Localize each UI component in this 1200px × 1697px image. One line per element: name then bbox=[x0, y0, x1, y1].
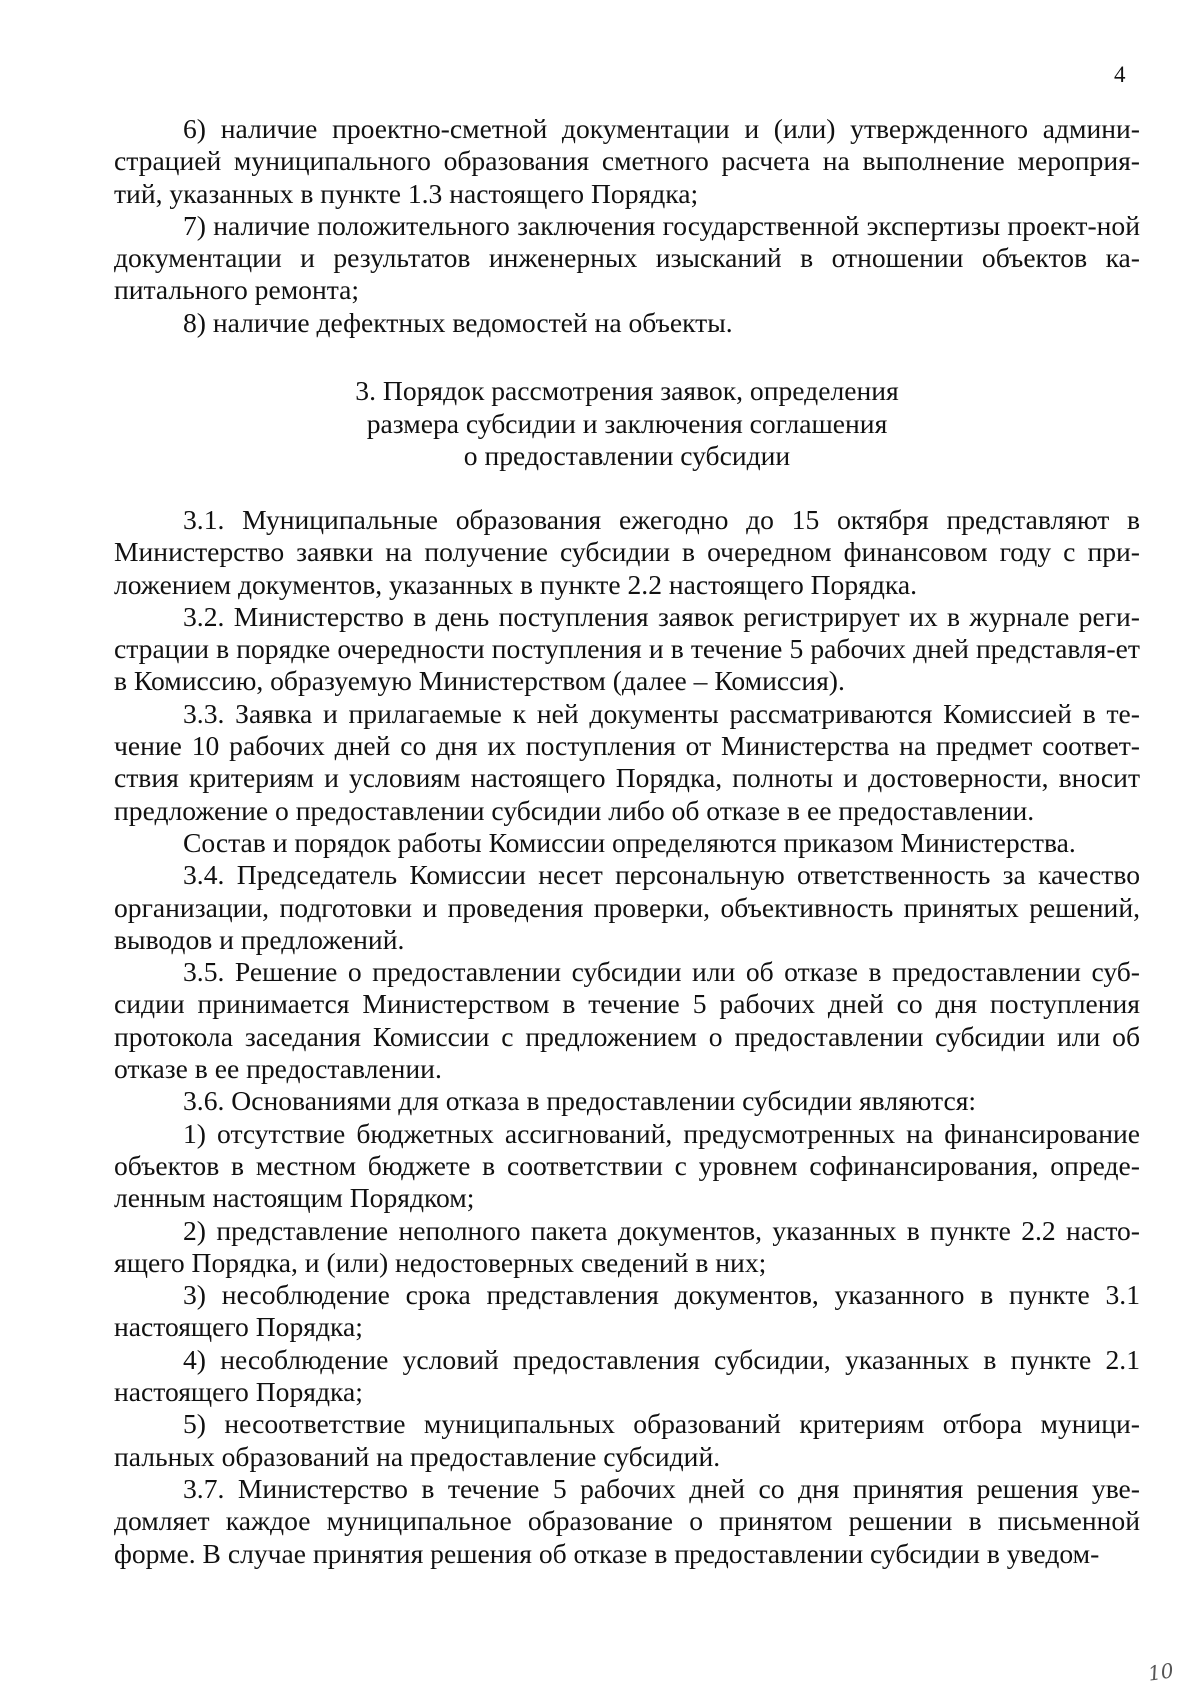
section-body bbox=[114, 504, 1140, 1570]
section-heading bbox=[114, 375, 1140, 473]
handwritten-margin-mark: 10 bbox=[1146, 1658, 1175, 1686]
paragraph-3-5: 3.5. Решение о предоставлении субсидии или об отказе в предоставлении суб-сидии принимается Министерством в течение 5 рабочих дней со дня поступления протокола заседания Комиссии с предложением о предоставлении субсидии или об отказе в ее предоставлении. bbox=[114, 956, 1140, 1085]
refusal-ground-item: 4) несоблюдение условий предоставления субсидии, указанных в пункте 2.1 настоящего Порядка; bbox=[114, 1343, 1140, 1408]
paragraph-3-1: 3.1. Муниципальные образования ежегодно до 15 октября представляют в Министерство заявки на получение субсидии в очередном финансовом году с при-ложением документов, указанных в пункте 2.2 настоящего Порядка. bbox=[114, 504, 1140, 600]
refusal-ground-item: 2) представление неполного пакета документов, указанных в пункте 2.2 насто-ящего Порядка, и (или) недостоверных сведений в них; bbox=[114, 1214, 1140, 1278]
refusal-ground-item: 3) несоблюдение срока представления документов, указанного в пункте 3.1 настоящего Порядка; bbox=[114, 1279, 1140, 1343]
paragraph-commission-composition: Состав и порядок работы Комиссии определяются приказом Министерства. bbox=[183, 826, 1076, 858]
paragraph-3-4: 3.4. Председатель Комиссии несет персональную ответственность за качество организации, подготовки и проведения проверки, объективность принятых решений, выводов и предложений. bbox=[114, 859, 1140, 955]
refusal-ground-item: 5) несоответствие муниципальных образований критериям отбора муници-пальных образований на предоставление субсидий. bbox=[114, 1408, 1140, 1472]
section-heading-line: размера субсидии и заключения соглашения bbox=[366, 407, 888, 439]
list-item: 8) наличие дефектных ведомостей на объекты. bbox=[183, 306, 733, 338]
section-heading-line: 3. Порядок рассмотрения заявок, определения bbox=[355, 375, 899, 406]
paragraph-3-2: 3.2. Министерство в день поступления заявок регистрирует их в журнале реги-страции в порядке очередности поступления и в течение 5 рабочих дней представля-ет в Комиссию, образуемую Министерством (далее – Комиссия). bbox=[114, 600, 1140, 697]
paragraph-3-3: 3.3. Заявка и прилагаемые к ней документы рассматриваются Комиссией в те-чение 10 рабочих дней со дня их поступления от Министерства на предмет соответ-ствия критериям и условиям настоящего Порядка, полноты и достоверности, вносит предложение о предоставлении субсидии либо об отказе в ее предоставлении. bbox=[114, 697, 1140, 826]
criteria-list-continuation bbox=[114, 113, 1140, 339]
list-item: 7) наличие положительного заключения государственной экспертизы проект-ной документации и результатов инженерных изысканий в отношении объектов ка-питального ремонта; bbox=[114, 209, 1140, 306]
paragraph-3-6: 3.6. Основаниями для отказа в предоставлении субсидии являются: bbox=[183, 1085, 977, 1117]
list-item: 6) наличие проектно-сметной документации и (или) утвержденного админи-страцией муниципального образования сметного расчета на выполнение мероприя-тий, указанных в пункте 1.3 настоящего Порядка; bbox=[114, 113, 1140, 209]
page-number: 4 bbox=[1114, 62, 1126, 87]
refusal-ground-item: 1) отсутствие бюджетных ассигнований, предусмотренных на финансирование объектов в местном бюджете в соответствии с уровнем софинансирования, опреде-ленным настоящим Порядком; bbox=[114, 1117, 1140, 1214]
section-heading-line: о предоставлении субсидии bbox=[463, 440, 791, 471]
paragraph-3-7: 3.7. Министерство в течение 5 рабочих дней со дня принятия решения уве-домляет каждое муниципальное образование о принятом решении в письменной форме. В случае принятия решения об отказе в предоставлении субсидии в уведом- bbox=[114, 1472, 1140, 1569]
